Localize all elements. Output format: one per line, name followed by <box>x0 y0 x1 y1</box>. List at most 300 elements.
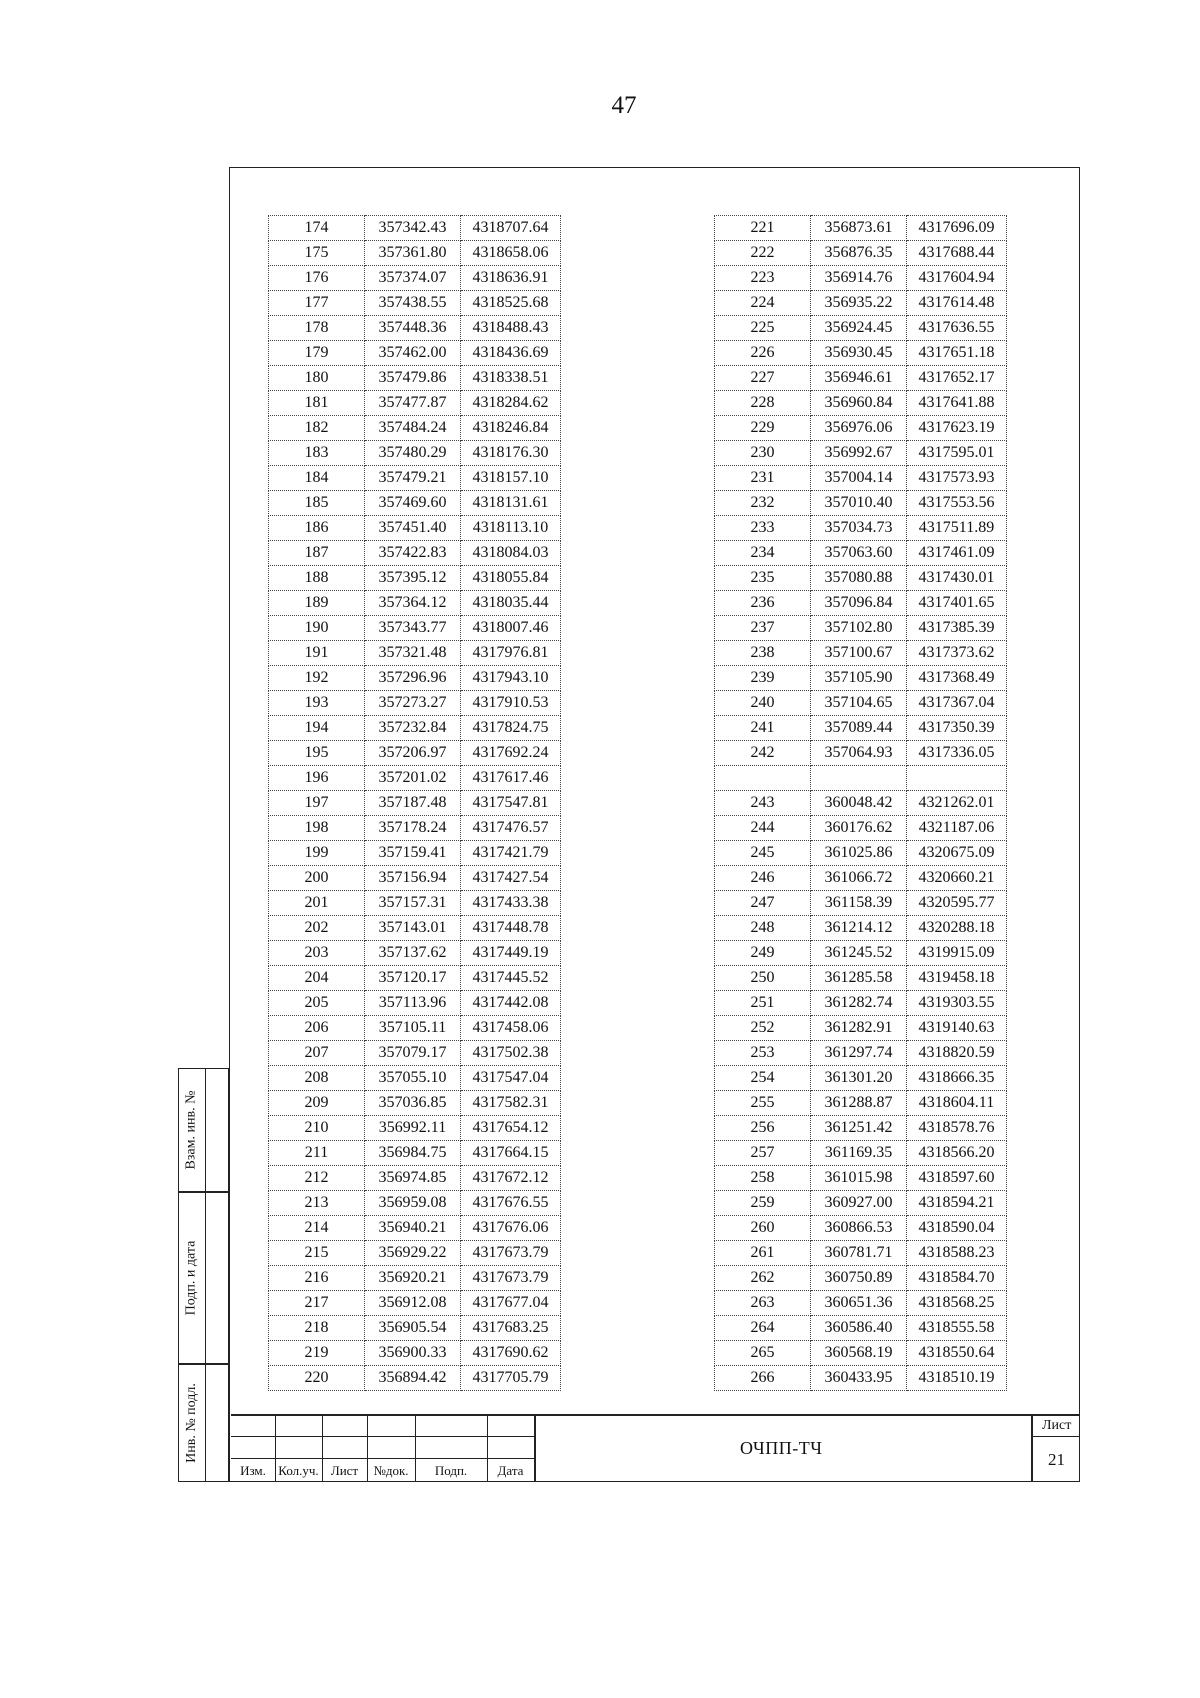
point-number-cell: 233 <box>715 516 811 541</box>
y-coordinate-cell: 4317511.89 <box>907 516 1007 541</box>
y-coordinate-cell: 4317336.05 <box>907 741 1007 766</box>
x-coordinate-cell: 357064.93 <box>811 741 907 766</box>
y-coordinate-cell: 4317442.08 <box>461 991 561 1016</box>
x-coordinate-cell: 357102.80 <box>811 616 907 641</box>
y-coordinate-cell: 4318604.11 <box>907 1091 1007 1116</box>
point-number-cell: 264 <box>715 1316 811 1341</box>
point-number-cell: 256 <box>715 1116 811 1141</box>
x-coordinate-cell: 360781.71 <box>811 1241 907 1266</box>
x-coordinate-cell: 357364.12 <box>365 591 461 616</box>
table-row <box>715 1016 1007 1041</box>
y-coordinate-cell: 4318550.64 <box>907 1341 1007 1366</box>
point-number-cell: 212 <box>269 1166 365 1191</box>
table-row <box>715 916 1007 941</box>
x-coordinate-cell: 356960.84 <box>811 391 907 416</box>
x-coordinate-cell: 357438.55 <box>365 291 461 316</box>
col-koluch: Кол.уч. <box>278 1463 319 1478</box>
x-coordinate-cell: 361245.52 <box>811 941 907 966</box>
point-number-cell: 216 <box>269 1266 365 1291</box>
x-coordinate-cell: 356920.21 <box>365 1266 461 1291</box>
x-coordinate-cell: 361214.12 <box>811 916 907 941</box>
point-number-cell: 192 <box>269 666 365 691</box>
table-row <box>715 966 1007 991</box>
x-coordinate-cell: 357422.83 <box>365 541 461 566</box>
y-coordinate-cell: 4317705.79 <box>461 1366 561 1391</box>
x-coordinate-cell: 356900.33 <box>365 1341 461 1366</box>
table-row <box>715 716 1007 741</box>
x-coordinate-cell: 357273.27 <box>365 691 461 716</box>
x-coordinate-cell: 356912.08 <box>365 1291 461 1316</box>
y-coordinate-cell: 4318636.91 <box>461 266 561 291</box>
point-number-cell: 238 <box>715 641 811 666</box>
y-coordinate-cell: 4320660.21 <box>907 866 1007 891</box>
y-coordinate-cell: 4318578.76 <box>907 1116 1007 1141</box>
table-row <box>269 1241 561 1266</box>
point-number-cell: 244 <box>715 816 811 841</box>
col-izm: Изм. <box>240 1463 266 1478</box>
x-coordinate-cell: 357321.48 <box>365 641 461 666</box>
table-row <box>269 1266 561 1291</box>
point-number-cell <box>715 766 811 791</box>
y-coordinate-cell: 4317664.15 <box>461 1141 561 1166</box>
y-coordinate-cell: 4318597.60 <box>907 1166 1007 1191</box>
point-number-cell: 217 <box>269 1291 365 1316</box>
y-coordinate-cell: 4318584.70 <box>907 1266 1007 1291</box>
x-coordinate-cell: 357479.21 <box>365 466 461 491</box>
table-row <box>715 641 1007 666</box>
x-coordinate-cell: 357462.00 <box>365 341 461 366</box>
table-row <box>715 816 1007 841</box>
y-coordinate-cell: 4317652.17 <box>907 366 1007 391</box>
x-coordinate-cell: 361158.39 <box>811 891 907 916</box>
y-coordinate-cell: 4317448.78 <box>461 916 561 941</box>
x-coordinate-cell: 360927.00 <box>811 1191 907 1216</box>
point-number-cell: 237 <box>715 616 811 641</box>
x-coordinate-cell: 357079.17 <box>365 1041 461 1066</box>
point-number-cell: 261 <box>715 1241 811 1266</box>
x-coordinate-cell: 361066.72 <box>811 866 907 891</box>
x-coordinate-cell: 357469.60 <box>365 491 461 516</box>
x-coordinate-cell: 356992.11 <box>365 1116 461 1141</box>
side-label-podp: Подп. и дата <box>183 1240 199 1316</box>
y-coordinate-cell: 4318035.44 <box>461 591 561 616</box>
table-row <box>269 741 561 766</box>
table-row <box>269 291 561 316</box>
table-row <box>715 1191 1007 1216</box>
table-row <box>269 716 561 741</box>
point-number-cell: 262 <box>715 1266 811 1291</box>
x-coordinate-cell: 361251.42 <box>811 1116 907 1141</box>
x-coordinate-cell: 360651.36 <box>811 1291 907 1316</box>
x-coordinate-cell: 357113.96 <box>365 991 461 1016</box>
x-coordinate-cell: 357036.85 <box>365 1091 461 1116</box>
table-row <box>715 316 1007 341</box>
x-coordinate-cell: 356984.75 <box>365 1141 461 1166</box>
y-coordinate-cell: 4319303.55 <box>907 991 1007 1016</box>
x-coordinate-cell: 357010.40 <box>811 491 907 516</box>
y-coordinate-cell <box>907 766 1007 791</box>
point-number-cell: 230 <box>715 441 811 466</box>
y-coordinate-cell: 4318588.23 <box>907 1241 1007 1266</box>
y-coordinate-cell: 4317476.57 <box>461 816 561 841</box>
y-coordinate-cell: 4318284.62 <box>461 391 561 416</box>
y-coordinate-cell: 4317623.19 <box>907 416 1007 441</box>
y-coordinate-cell: 4317617.46 <box>461 766 561 791</box>
point-number-cell: 175 <box>269 241 365 266</box>
table-row <box>715 1116 1007 1141</box>
table-row <box>715 1041 1007 1066</box>
point-number-cell: 239 <box>715 666 811 691</box>
point-number-cell: 187 <box>269 541 365 566</box>
y-coordinate-cell: 4317688.44 <box>907 241 1007 266</box>
y-coordinate-cell: 4317573.93 <box>907 466 1007 491</box>
side-label-inv: Инв. № подл. <box>183 1383 199 1463</box>
point-number-cell: 227 <box>715 366 811 391</box>
x-coordinate-cell: 357120.17 <box>365 966 461 991</box>
table-row <box>715 216 1007 241</box>
point-number-cell: 260 <box>715 1216 811 1241</box>
x-coordinate-cell: 357096.84 <box>811 591 907 616</box>
side-label-vzam: Взам. инв. № <box>183 1090 199 1170</box>
point-number-cell: 188 <box>269 566 365 591</box>
point-number-cell: 257 <box>715 1141 811 1166</box>
table-row <box>715 466 1007 491</box>
y-coordinate-cell: 4317672.12 <box>461 1166 561 1191</box>
y-coordinate-cell: 4317910.53 <box>461 691 561 716</box>
table-row <box>715 791 1007 816</box>
y-coordinate-cell: 4317385.39 <box>907 616 1007 641</box>
point-number-cell: 200 <box>269 866 365 891</box>
table-row <box>269 266 561 291</box>
approval-strip <box>178 1068 229 1482</box>
sheet-number: 21 <box>1048 1450 1065 1469</box>
y-coordinate-cell: 4319915.09 <box>907 941 1007 966</box>
point-number-cell: 215 <box>269 1241 365 1266</box>
table-row <box>269 641 561 666</box>
table-row <box>269 1316 561 1341</box>
point-number-cell: 258 <box>715 1166 811 1191</box>
point-number-cell: 263 <box>715 1291 811 1316</box>
y-coordinate-cell: 4317368.49 <box>907 666 1007 691</box>
y-coordinate-cell: 4318707.64 <box>461 216 561 241</box>
x-coordinate-cell: 356974.85 <box>365 1166 461 1191</box>
table-row <box>715 766 1007 791</box>
table-row <box>715 1341 1007 1366</box>
table-row <box>269 916 561 941</box>
y-coordinate-cell: 4318176.30 <box>461 441 561 466</box>
y-coordinate-cell: 4318568.25 <box>907 1291 1007 1316</box>
x-coordinate-cell: 357157.31 <box>365 891 461 916</box>
document-code: ОЧПП-ТЧ <box>740 1438 823 1458</box>
point-number-cell: 209 <box>269 1091 365 1116</box>
x-coordinate-cell: 361301.20 <box>811 1066 907 1091</box>
table-row <box>715 1241 1007 1266</box>
col-ndok: №док. <box>373 1463 409 1478</box>
point-number-cell: 211 <box>269 1141 365 1166</box>
y-coordinate-cell: 4319458.18 <box>907 966 1007 991</box>
point-number-cell: 174 <box>269 216 365 241</box>
table-row <box>715 1291 1007 1316</box>
point-number-cell: 176 <box>269 266 365 291</box>
point-number-cell: 253 <box>715 1041 811 1066</box>
point-number-cell: 190 <box>269 616 365 641</box>
y-coordinate-cell: 4317641.88 <box>907 391 1007 416</box>
point-number-cell: 199 <box>269 841 365 866</box>
x-coordinate-cell: 356930.45 <box>811 341 907 366</box>
x-coordinate-cell: 357089.44 <box>811 716 907 741</box>
y-coordinate-cell: 4317367.04 <box>907 691 1007 716</box>
table-row <box>269 1341 561 1366</box>
y-coordinate-cell: 4317427.54 <box>461 866 561 891</box>
table-row <box>269 1366 561 1391</box>
y-coordinate-cell: 4317676.55 <box>461 1191 561 1216</box>
x-coordinate-cell: 356876.35 <box>811 241 907 266</box>
point-number-cell: 219 <box>269 1341 365 1366</box>
table-row <box>715 566 1007 591</box>
y-coordinate-cell: 4317502.38 <box>461 1041 561 1066</box>
x-coordinate-cell: 357080.88 <box>811 566 907 591</box>
x-coordinate-cell: 357480.29 <box>365 441 461 466</box>
table-row <box>715 1091 1007 1116</box>
y-coordinate-cell: 4317433.38 <box>461 891 561 916</box>
y-coordinate-cell: 4318666.35 <box>907 1066 1007 1091</box>
table-row <box>269 841 561 866</box>
x-coordinate-cell: 357178.24 <box>365 816 461 841</box>
x-coordinate-cell: 356873.61 <box>811 216 907 241</box>
y-coordinate-cell: 4317673.79 <box>461 1241 561 1266</box>
point-number-cell: 247 <box>715 891 811 916</box>
table-row <box>715 241 1007 266</box>
point-number-cell: 245 <box>715 841 811 866</box>
table-row <box>269 666 561 691</box>
x-coordinate-cell: 356905.54 <box>365 1316 461 1341</box>
table-row <box>715 1316 1007 1341</box>
table-row <box>715 441 1007 466</box>
table-row <box>269 691 561 716</box>
x-coordinate-cell: 356894.42 <box>365 1366 461 1391</box>
point-number-cell: 186 <box>269 516 365 541</box>
table-row <box>269 1066 561 1091</box>
y-coordinate-cell: 4318555.58 <box>907 1316 1007 1341</box>
table-row <box>269 966 561 991</box>
x-coordinate-cell: 357479.86 <box>365 366 461 391</box>
x-coordinate-cell: 357105.11 <box>365 1016 461 1041</box>
point-number-cell: 183 <box>269 441 365 466</box>
point-number-cell: 220 <box>269 1366 365 1391</box>
y-coordinate-cell: 4321187.06 <box>907 816 1007 841</box>
y-coordinate-cell: 4317373.62 <box>907 641 1007 666</box>
x-coordinate-cell: 356976.06 <box>811 416 907 441</box>
point-number-cell: 249 <box>715 941 811 966</box>
y-coordinate-cell: 4317461.09 <box>907 541 1007 566</box>
table-row <box>715 866 1007 891</box>
point-number-cell: 177 <box>269 291 365 316</box>
table-row <box>269 866 561 891</box>
table-row <box>269 391 561 416</box>
x-coordinate-cell: 360176.62 <box>811 816 907 841</box>
y-coordinate-cell: 4321262.01 <box>907 791 1007 816</box>
point-number-cell: 225 <box>715 316 811 341</box>
col-data: Дата <box>497 1463 524 1478</box>
point-number-cell: 232 <box>715 491 811 516</box>
x-coordinate-cell: 356992.67 <box>811 441 907 466</box>
y-coordinate-cell: 4319140.63 <box>907 1016 1007 1041</box>
y-coordinate-cell: 4318436.69 <box>461 341 561 366</box>
y-coordinate-cell: 4317824.75 <box>461 716 561 741</box>
point-number-cell: 196 <box>269 766 365 791</box>
x-coordinate-cell: 360750.89 <box>811 1266 907 1291</box>
y-coordinate-cell: 4317690.62 <box>461 1341 561 1366</box>
table-row <box>269 366 561 391</box>
point-number-cell: 250 <box>715 966 811 991</box>
x-coordinate-cell: 357296.96 <box>365 666 461 691</box>
point-number-cell: 179 <box>269 341 365 366</box>
point-number-cell: 231 <box>715 466 811 491</box>
table-row <box>269 541 561 566</box>
sheet-label: Лист <box>1042 1418 1072 1433</box>
x-coordinate-cell: 357232.84 <box>365 716 461 741</box>
table-row <box>715 1066 1007 1091</box>
x-coordinate-cell: 357477.87 <box>365 391 461 416</box>
point-number-cell: 254 <box>715 1066 811 1091</box>
table-row <box>269 241 561 266</box>
table-row <box>715 891 1007 916</box>
table-row <box>269 1166 561 1191</box>
page-number: 47 <box>611 92 637 119</box>
table-row <box>269 1041 561 1066</box>
point-number-cell: 242 <box>715 741 811 766</box>
point-number-cell: 218 <box>269 1316 365 1341</box>
title-block <box>231 1414 1080 1481</box>
point-number-cell: 203 <box>269 941 365 966</box>
x-coordinate-cell: 357187.48 <box>365 791 461 816</box>
y-coordinate-cell: 4317449.19 <box>461 941 561 966</box>
y-coordinate-cell: 4317676.06 <box>461 1216 561 1241</box>
point-number-cell: 197 <box>269 791 365 816</box>
table-row <box>269 1016 561 1041</box>
point-number-cell: 207 <box>269 1041 365 1066</box>
point-number-cell: 204 <box>269 966 365 991</box>
point-number-cell: 194 <box>269 716 365 741</box>
table-row <box>269 791 561 816</box>
table-row <box>269 441 561 466</box>
table-row <box>715 541 1007 566</box>
point-number-cell: 228 <box>715 391 811 416</box>
y-coordinate-cell: 4317547.81 <box>461 791 561 816</box>
y-coordinate-cell: 4317654.12 <box>461 1116 561 1141</box>
x-coordinate-cell: 357342.43 <box>365 216 461 241</box>
x-coordinate-cell: 357451.40 <box>365 516 461 541</box>
table-row <box>715 266 1007 291</box>
x-coordinate-cell: 361015.98 <box>811 1166 907 1191</box>
y-coordinate-cell: 4318084.03 <box>461 541 561 566</box>
y-coordinate-cell: 4317430.01 <box>907 566 1007 591</box>
x-coordinate-cell: 361288.87 <box>811 1091 907 1116</box>
y-coordinate-cell: 4320675.09 <box>907 841 1007 866</box>
y-coordinate-cell: 4317943.10 <box>461 666 561 691</box>
y-coordinate-cell: 4317651.18 <box>907 341 1007 366</box>
coordinates-table-left <box>268 215 561 1391</box>
point-number-cell: 184 <box>269 466 365 491</box>
x-coordinate-cell: 361282.74 <box>811 991 907 1016</box>
y-coordinate-cell: 4317604.94 <box>907 266 1007 291</box>
point-number-cell: 226 <box>715 341 811 366</box>
x-coordinate-cell <box>811 766 907 791</box>
table-row <box>715 691 1007 716</box>
x-coordinate-cell: 356940.21 <box>365 1216 461 1241</box>
point-number-cell: 182 <box>269 416 365 441</box>
x-coordinate-cell: 357055.10 <box>365 1066 461 1091</box>
y-coordinate-cell: 4317401.65 <box>907 591 1007 616</box>
table-row <box>715 1141 1007 1166</box>
y-coordinate-cell: 4318525.68 <box>461 291 561 316</box>
x-coordinate-cell: 360586.40 <box>811 1316 907 1341</box>
y-coordinate-cell: 4318131.61 <box>461 491 561 516</box>
x-coordinate-cell: 357361.80 <box>365 241 461 266</box>
table-row <box>715 291 1007 316</box>
x-coordinate-cell: 361285.58 <box>811 966 907 991</box>
table-row <box>269 216 561 241</box>
point-number-cell: 234 <box>715 541 811 566</box>
table-row <box>269 466 561 491</box>
x-coordinate-cell: 356924.45 <box>811 316 907 341</box>
table-row <box>269 616 561 641</box>
table-row <box>269 316 561 341</box>
y-coordinate-cell: 4317350.39 <box>907 716 1007 741</box>
table-row <box>269 766 561 791</box>
point-number-cell: 206 <box>269 1016 365 1041</box>
x-coordinate-cell: 357448.36 <box>365 316 461 341</box>
y-coordinate-cell: 4317636.55 <box>907 316 1007 341</box>
y-coordinate-cell: 4320595.77 <box>907 891 1007 916</box>
x-coordinate-cell: 357374.07 <box>365 266 461 291</box>
table-row <box>715 591 1007 616</box>
table-row <box>715 941 1007 966</box>
point-number-cell: 235 <box>715 566 811 591</box>
point-number-cell: 191 <box>269 641 365 666</box>
y-coordinate-cell: 4318113.10 <box>461 516 561 541</box>
table-row <box>715 741 1007 766</box>
table-row <box>715 1216 1007 1241</box>
x-coordinate-cell: 357105.90 <box>811 666 907 691</box>
y-coordinate-cell: 4320288.18 <box>907 916 1007 941</box>
point-number-cell: 185 <box>269 491 365 516</box>
x-coordinate-cell: 361282.91 <box>811 1016 907 1041</box>
table-row <box>269 816 561 841</box>
y-coordinate-cell: 4318338.51 <box>461 366 561 391</box>
y-coordinate-cell: 4317683.25 <box>461 1316 561 1341</box>
point-number-cell: 189 <box>269 591 365 616</box>
x-coordinate-cell: 357206.97 <box>365 741 461 766</box>
x-coordinate-cell: 361025.86 <box>811 841 907 866</box>
y-coordinate-cell: 4318590.04 <box>907 1216 1007 1241</box>
table-row <box>715 391 1007 416</box>
point-number-cell: 266 <box>715 1366 811 1391</box>
y-coordinate-cell: 4317421.79 <box>461 841 561 866</box>
x-coordinate-cell: 356946.61 <box>811 366 907 391</box>
point-number-cell: 248 <box>715 916 811 941</box>
x-coordinate-cell: 357159.41 <box>365 841 461 866</box>
point-number-cell: 243 <box>715 791 811 816</box>
coordinates-table-right <box>714 215 1007 1391</box>
x-coordinate-cell: 357484.24 <box>365 416 461 441</box>
point-number-cell: 240 <box>715 691 811 716</box>
y-coordinate-cell: 4317445.52 <box>461 966 561 991</box>
table-row <box>715 666 1007 691</box>
y-coordinate-cell: 4317692.24 <box>461 741 561 766</box>
point-number-cell: 223 <box>715 266 811 291</box>
point-number-cell: 265 <box>715 1341 811 1366</box>
